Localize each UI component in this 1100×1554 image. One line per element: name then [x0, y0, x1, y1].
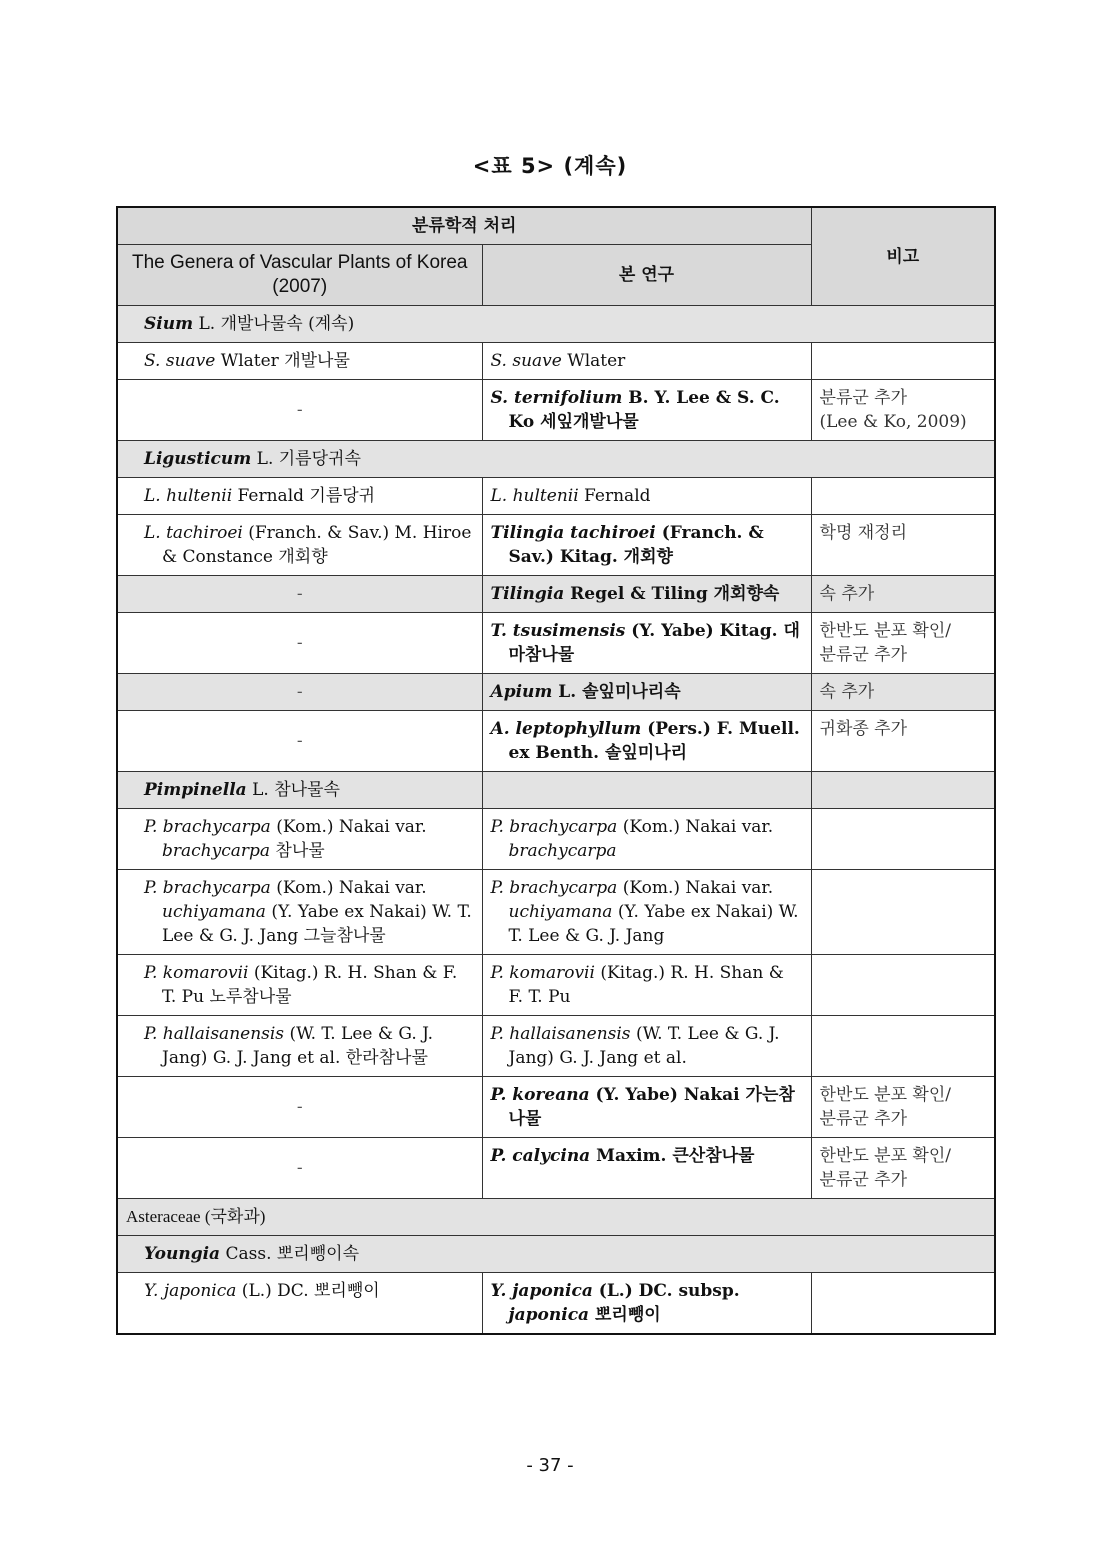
table-row: - T. tsusimensis (Y. Yabe) Kitag. 대마참나물 한반도 분포 확인/ 분류군 추가	[117, 613, 995, 674]
genus-name: Ligusticum	[144, 449, 252, 469]
table-row: - S. ternifolium B. Y. Lee & S. C. Ko 세잎개발나물 분류군 추가 (Lee & Ko, 2009)	[117, 380, 995, 441]
header-this-study: 본 연구	[482, 245, 811, 306]
table-row: - Apium L. 솔잎미나리속 속 추가	[117, 674, 995, 711]
genus-row: Sium L. 개발나물속 (계속)	[117, 306, 995, 343]
genus-row: Youngia Cass. 뽀리뺑이속	[117, 1236, 995, 1273]
header-remarks: 비고	[811, 207, 995, 306]
table-caption: <표 5> (계속)	[472, 154, 628, 178]
table-row: - Tilingia Regel & Tiling 개회향속 속 추가	[117, 576, 995, 613]
table-row: P. komarovii (Kitag.) R. H. Shan & F. T. Pu 노루참나물 P. komarovii (Kitag.) R. H. Shan & F. T. Pu	[117, 955, 995, 1016]
table-row: S. suave Wlater 개발나물 S. suave Wlater	[117, 343, 995, 380]
table-row: - P. calycina Maxim. 큰산참나물 한반도 분포 확인/ 분류군 추가	[117, 1138, 995, 1199]
genus-name: Sium	[144, 314, 194, 334]
family-row: Asteraceae (국화과)	[117, 1199, 995, 1236]
page-number: - 37 -	[526, 1455, 574, 1476]
genus-name: Youngia	[144, 1244, 221, 1264]
genus-name: Pimpinella	[144, 780, 247, 800]
table-row: - P. koreana (Y. Yabe) Nakai 가는참나물 한반도 분포 확인/ 분류군 추가	[117, 1077, 995, 1138]
table-row: P. brachycarpa (Kom.) Nakai var. brachycarpa 참나물 P. brachycarpa (Kom.) Nakai var. brachycarpa	[117, 809, 995, 870]
table-row: - A. leptophyllum (Pers.) F. Muell. ex Benth. 솔잎미나리 귀화종 추가	[117, 711, 995, 772]
table-row: Y. japonica (L.) DC. 뽀리뺑이 Y. japonica (L.) DC. subsp. japonica 뽀리뺑이	[117, 1273, 995, 1335]
table-row: L. tachiroei (Franch. & Sav.) M. Hiroe & Constance 개회향 Tilingia tachiroei (Franch. & Sav.) Kitag. 개회향 학명 재정리	[117, 515, 995, 576]
header-group: 분류학적 처리	[117, 207, 811, 245]
table-row: P. hallaisanensis (W. T. Lee & G. J. Jang) G. J. Jang et al. 한라참나물 P. hallaisanensis (W. T. Lee & G. J. Jang) G. J. Jang et al.	[117, 1016, 995, 1077]
taxonomy-table	[116, 206, 996, 1335]
table-row: L. hultenii Fernald 기름당귀 L. hultenii Fernald	[117, 478, 995, 515]
family-name: Asteraceae	[126, 1207, 201, 1226]
header-reference: The Genera of Vascular Plants of Korea (2007)	[117, 245, 482, 306]
table-row: P. brachycarpa (Kom.) Nakai var. uchiyamana (Y. Yabe ex Nakai) W. T. Lee & G. J. Jang 그늘참나물 P. brachycarpa (Kom.) Nakai var. uchiyamana (Y. Yabe ex Nakai) W. T. Lee & G. J. Jang	[117, 870, 995, 955]
genus-row: Pimpinella L. 참나물속	[117, 772, 995, 809]
genus-row: Ligusticum L. 기름당귀속	[117, 441, 995, 478]
